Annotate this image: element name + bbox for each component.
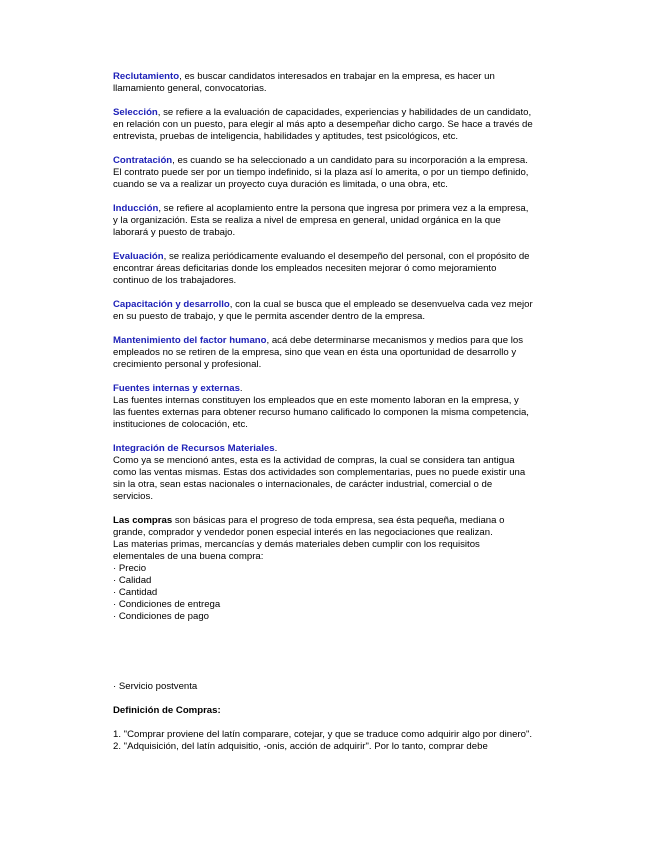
compras-lead: Las compras — [113, 515, 173, 526]
definicion-item-2: 2. "Adquisición, del latín adquisitio, -onis, acción de adquirir". Por lo tanto, comprar debe — [113, 741, 488, 752]
definicion-item-1: 1. "Comprar proviene del latín comparare, cotejar, y que se traduce como adquirir algo por dinero". — [113, 729, 533, 740]
list-item-cantidad: · Cantidad — [113, 587, 158, 598]
term-contratacion: Contratación — [113, 155, 173, 166]
paragraph-mantenimiento — [113, 335, 533, 371]
definicion-list — [113, 729, 533, 753]
paragraph-induccion — [113, 203, 533, 239]
definicion-title: Definición de Compras: — [113, 705, 221, 716]
paragraph-contratacion — [113, 155, 533, 191]
section-fuentes — [113, 383, 533, 431]
compras-text: son básicas para el progreso de toda empresa, sea ésta pequeña, mediana o grande, comprador y vendedor ponen especial interés en las negociaciones que realizan. — [113, 515, 505, 538]
heading-fuentes: Fuentes internas y externas — [113, 383, 240, 394]
list-item-text: · Servicio postventa — [113, 681, 198, 692]
section-compras — [113, 515, 533, 623]
document-body — [113, 71, 533, 765]
paragraph-text: , es buscar candidatos interesados en trabajar en la empresa, es hacer un llamamiento general, convocatorias. — [113, 71, 495, 94]
term-reclutamiento: Reclutamiento — [113, 71, 180, 82]
term-capacitacion: Capacitación y desarrollo — [113, 299, 230, 310]
term-seleccion: Selección — [113, 107, 158, 118]
paragraph-text: , es cuando se ha seleccionado a un candidato para su incorporación a la empresa. El contrato puede ser por un tiempo indefinido, si la plaza así lo amerita, o por un tiempo definido, cuando se va a realizar un proyecto cuya duración es limitada, o una obra, etc. — [113, 155, 529, 190]
term-evaluacion: Evaluación — [113, 251, 164, 262]
fuentes-text: Las fuentes internas constituyen los empleados que en este momento laboran en la empresa, y las fuentes externas para obtener recurso humano calificado lo componen la misma competencia, instituciones de colocación, etc. — [113, 395, 529, 430]
list-item-calidad: · Calidad — [113, 575, 152, 586]
compras-text-2: Las materias primas, mercancías y demás materiales deben cumplir con los requisitos elementales de una buena compra: — [113, 539, 480, 562]
paragraph-text: , se refiere al acoplamiento entre la persona que ingresa por primera vez a la empresa, y la organización. Esta se realiza a nivel de empresa en general, unidad orgánica en la que laborará y puesto de trabajo. — [113, 203, 529, 238]
heading-suffix: . — [274, 443, 278, 454]
paragraph-text: , acá debe determinarse mecanismos y medios para que los empleados no se retiren de la empresa, sino que vean en ésta una oportunidad de desarrollo y crecimiento personal y profesional. — [113, 335, 524, 370]
paragraph-text: , se realiza periódicamente evaluando el desempeño del personal, con el propósito de encontrar áreas deficitarias donde los empleados necesiten mejorar ó como mejoramiento continuo de los trabajadores. — [113, 251, 530, 286]
heading-definicion — [113, 705, 533, 717]
list-item-condiciones-pago: · Condiciones de pago — [113, 611, 210, 622]
paragraph-text: , con la cual se busca que el empleado se desenvuelva cada vez mejor en su puesto de trabajo, y que le permita ascender dentro de la empresa. — [113, 299, 533, 322]
section-integracion — [113, 443, 533, 503]
paragraph-evaluacion — [113, 251, 533, 287]
blank-space — [113, 635, 533, 681]
list-item-servicio-postventa — [113, 681, 533, 693]
integracion-text: Como ya se mencionó antes, esta es la actividad de compras, la cual se considera tan antigua como las ventas mismas. Estas dos actividades son complementarias, pues no puede existir una sin la otra, sean estas nacionales o internacionales, de carácter industrial, comercial o de servicios. — [113, 455, 526, 502]
paragraph-reclutamiento — [113, 71, 533, 95]
list-item-precio: · Precio — [113, 563, 147, 574]
heading-integracion: Integración de Recursos Materiales — [113, 443, 275, 454]
paragraph-capacitacion — [113, 299, 533, 323]
paragraph-seleccion — [113, 107, 533, 143]
list-item-condiciones-entrega: · Condiciones de entrega — [113, 599, 221, 610]
term-induccion: Inducción — [113, 203, 159, 214]
heading-suffix: . — [239, 383, 243, 394]
term-mantenimiento: Mantenimiento del factor humano — [113, 335, 267, 346]
paragraph-text: , se refiere a la evaluación de capacidades, experiencias y habilidades de un candidato, en relación con un puesto, para elegir al más apto a desempeñar dicho cargo. Se hace a través de entrevista, pruebas de inteligencia, habilidades y aptitudes, test psicológicos, etc. — [113, 107, 533, 142]
